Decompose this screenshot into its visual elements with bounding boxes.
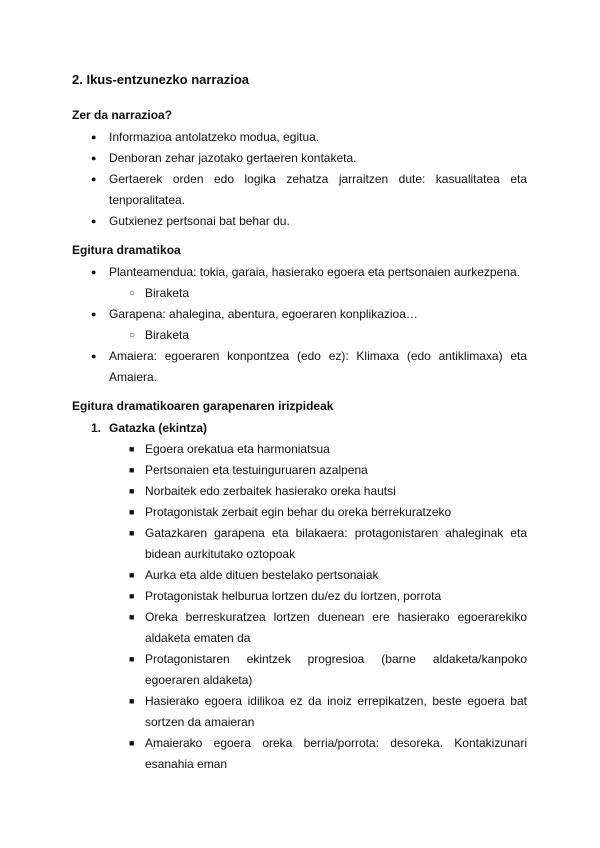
bullet-circle-icon: ○ <box>129 330 136 341</box>
list-item: ■ Protagonistak zerbait egin behar du oreka berrekuratzeko <box>72 502 527 523</box>
bullet-square-icon: ■ <box>129 444 135 454</box>
bullet-dot-icon: ● <box>91 351 97 361</box>
list-item: ■ Egoera orekatua eta harmoniatsua <box>72 439 527 460</box>
list-item: ● Gutxienez pertsonai bat behar du. <box>72 211 527 232</box>
bullet-square-icon: ■ <box>129 465 135 475</box>
list-item: ■ Oreka berreskuratzea lortzen duenean ere hasierako egoerarekiko aldaketa ematen da <box>72 607 527 649</box>
section-heading-irizpideak: Egitura dramatikoaren garapenaren irizpideak <box>72 399 334 413</box>
bullet-dot-icon: ● <box>91 309 97 319</box>
irizpideak-list <box>72 418 527 439</box>
list-item: ■ Amaierako egoera oreka berria/porrota: desoreka. Kontakizunari esanahia eman <box>72 733 527 775</box>
bullet-square-icon: ■ <box>129 696 135 706</box>
section-heading-narrazioa: Zer da narrazioa? <box>72 108 173 122</box>
bullet-square-icon: ■ <box>129 738 135 748</box>
list-item: ■ Norbaitek edo zerbaitek hasierako oreka hautsi <box>72 481 527 502</box>
bullet-square-icon: ■ <box>129 528 135 538</box>
egitura-list <box>72 262 527 388</box>
list-item: ■ Protagonistaren ekintzek progresioa (barne aldaketa/kanpoko egoeraren aldaketa) <box>72 649 527 691</box>
bullet-square-icon: ■ <box>129 507 135 517</box>
list-item: ● Amaiera: egoeraren konpontzea (edo ez): Klimaxa (edo antiklimaxa) eta Amaiera. <box>72 346 527 388</box>
list-item: ● Planteamendua: tokia, garaia, hasierako egoera eta pertsonaien aurkezpena. <box>72 262 527 283</box>
bullet-square-icon: ■ <box>129 486 135 496</box>
bullet-dot-icon: ● <box>91 216 97 226</box>
list-item: ● Garapena: ahalegina, abentura, egoeraren konplikazioa… <box>72 304 527 325</box>
sub-list-item: ○ Biraketa <box>72 283 527 304</box>
bullet-square-icon: ■ <box>129 612 135 622</box>
list-item: ● Informazioa antolatzeko modua, egitua. <box>72 127 527 148</box>
bullet-square-icon: ■ <box>129 591 135 601</box>
narrazioa-list <box>72 127 527 232</box>
list-item: ■ Aurka eta alde dituen bestelako pertsonaiak <box>72 565 527 586</box>
bullet-square-icon: ■ <box>129 570 135 580</box>
list-item: ■ Gatazkaren garapena eta bilakaera: protagonistaren ahaleginak eta bidean aurkitutako oztopoak <box>72 523 527 565</box>
list-item: ■ Pertsonaien eta testuinguruaren azalpena <box>72 460 527 481</box>
list-item: ● Gertaerek orden edo logika zehatza jarraitzen dute: kasualitatea eta tenporalitatea. <box>72 169 527 211</box>
list-item: ■ Protagonistak helburua lortzen du/ez du lortzen, porrota <box>72 586 527 607</box>
list-item: ■ Hasierako egoera idilikoa ez da inoiz errepikatzen, beste egoera bat sortzen da amaieran <box>72 691 527 733</box>
list-number: 1. <box>91 421 102 435</box>
list-item: ● Denboran zehar jazotako gertaeren kontaketa. <box>72 148 527 169</box>
sub-list-item: ○ Biraketa <box>72 325 527 346</box>
bullet-dot-icon: ● <box>91 267 97 277</box>
bullet-dot-icon: ● <box>91 132 97 142</box>
bullet-circle-icon: ○ <box>129 288 136 299</box>
document-title: 2. Ikus-entzunezko narrazioa <box>72 72 249 87</box>
bullet-dot-icon: ● <box>91 153 97 163</box>
document-page <box>72 72 527 775</box>
gatazka-list <box>72 439 527 775</box>
bullet-square-icon: ■ <box>129 654 135 664</box>
section-heading-egitura: Egitura dramatikoa <box>72 243 181 257</box>
numbered-item: 1. Gatazka (ekintza) <box>72 418 527 439</box>
bullet-dot-icon: ● <box>91 174 97 184</box>
